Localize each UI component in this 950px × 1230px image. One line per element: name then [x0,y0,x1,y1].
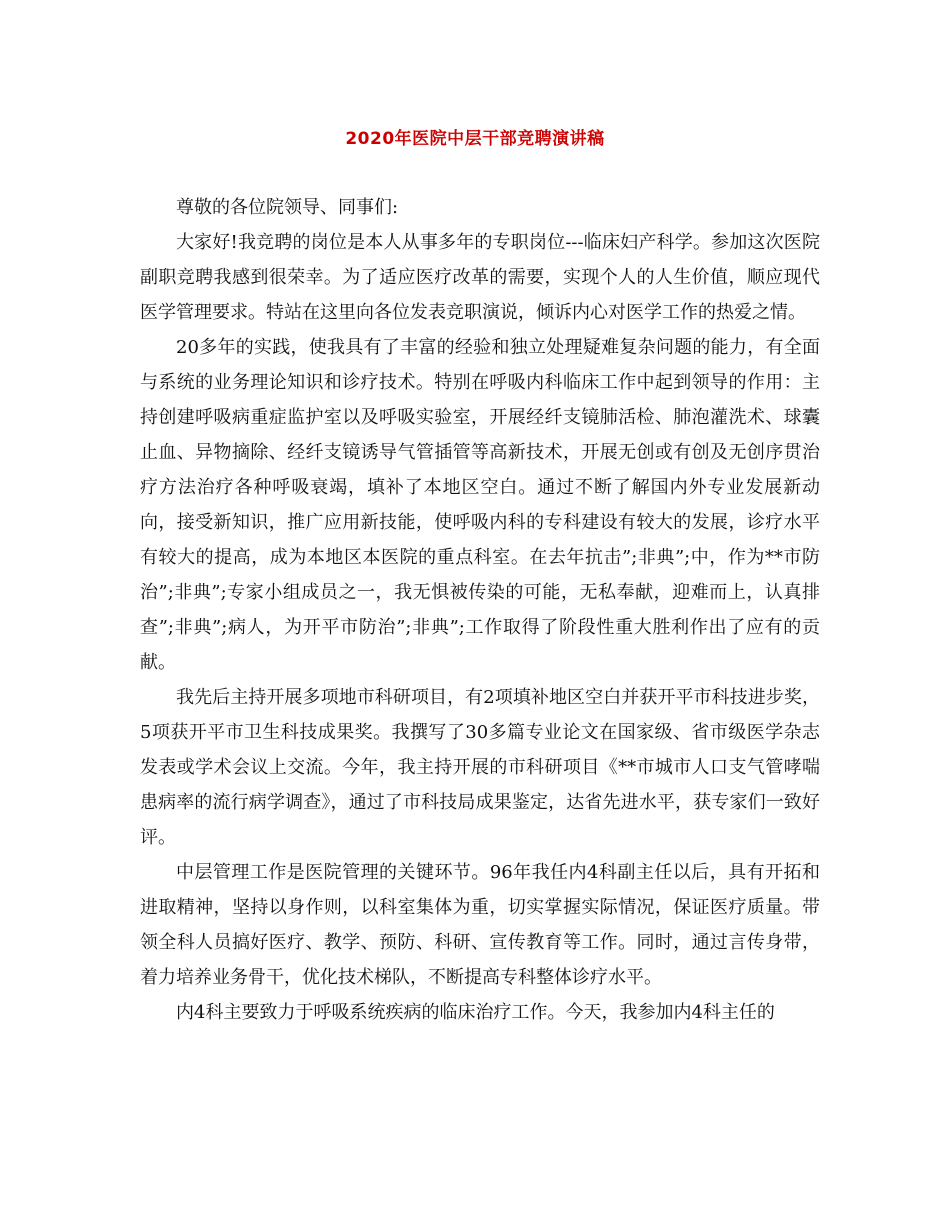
paragraph-5: 内4科主要致力于呼吸系统疾病的临床治疗工作。今天，我参加内4科主任的 [176,1002,775,1023]
document-body [140,190,820,1030]
document-title: 2020年医院中层干部竞聘演讲稿 [345,129,605,149]
paragraph-1: 大家好!我竞聘的岗位是本人从事多年的专职岗位---临床妇产科学。参加这次医院副职竞聘我感到很荣幸。为了适应医疗改革的需要，实现个人的人生价值，顺应现代医学管理要求。特站在这里向各位发表竞职演说，倾诉内心对医学工作的热爱之情。 [140,232,820,323]
paragraph-4: 中层管理工作是医院管理的关键环节。96年我任内4科副主任以后，具有开拓和进取精神，坚持以身作则，以科室集体为重，切实掌握实际情况，保证医疗质量。带领全科人员搞好医疗、教学、预防、科研、宣传教育等工作。同时，通过言传身带，着力培养业务骨干，优化技术梯队，不断提高专科整体诊疗水平。 [140,862,820,988]
paragraph-3: 我先后主持开展多项地市科研项目，有2项填补地区空白并获开平市科技进步奖，5项获开平市卫生科技成果奖。我撰写了30多篇专业论文在国家级、省市级医学杂志发表或学术会议上交流。今年，我主持开展的市科研项目《**市城市人口支气管哮喘患病率的流行病学调查》，通过了市科技局成果鉴定，达省先进水平，获专家们一致好评。 [140,687,820,848]
greeting: 尊敬的各位院领导、同事们: [176,197,399,218]
paragraph-2: 20多年的实践，使我具有了丰富的经验和独立处理疑难复杂问题的能力，有全面与系统的业务理论知识和诊疗技术。特别在呼吸内科临床工作中起到领导的作用：主持创建呼吸病重症监护室以及呼吸实验室，开展经纤支镜肺活检、肺泡灌洗术、球囊止血、异物摘除、经纤支镜诱导气管插管等高新技术，开展无创或有创及无创序贯治疗方法治疗各种呼吸衰竭，填补了本地区空白。通过不断了解国内外专业发展新动向，接受新知识，推广应用新技能，使呼吸内科的专科建设有较大的发展，诊疗水平有较大的提高，成为本地区本医院的重点科室。在去年抗击”;非典”;中，作为**市防治”;非典”;专家小组成员之一，我无惧被传染的可能，无私奉献，迎难而上，认真排查”;非典”;病人，为开平市防治”;非典”;工作取得了阶段性重大胜利作出了应有的贡献。 [140,337,820,673]
